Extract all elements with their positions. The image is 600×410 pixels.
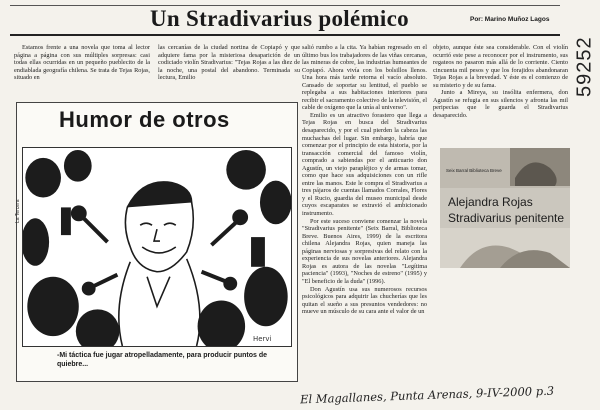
cartoon-illustration xyxy=(22,147,292,347)
article-column-2 xyxy=(158,44,300,99)
article-paragraph: Emilio es un atractivo forastero que llega a Tejas Rojas en busca del Stradivarius desaparecido, y por el cual pierden la cabeza las muchachas del lugar. Sin embargo, habría que comenzar por el principio de esta historia, por la transacción comercial del famoso violín, comprado a sabiendas por el anticuario don Agustín, un viejo parapléjico y de armas tomar, como que hace sus adquisiciones con un rifle entre las manos. Este le compra el Stradivarius a tres pájaros de cuentas llamados Corrales, Flores y el Rucio, guardia del museo municipal desde cuyos escaparates se extravió el ambicionado instrumento. xyxy=(302,111,427,218)
cartoon-signature: Hervi xyxy=(253,335,272,344)
article-paragraph: salió rumbo a la cita. Ya habían regresado en el último bus los trabajadores de las viñas cercanas, las mineras de cobre, las industrias humeantes de Copiapó. Ahora vivía con los bolsillos llenos. Una hora más tarde retorna el vacío absoluto. Cansado de soportar su lentitud, el pueblo se replegaba a sus habitaciones interiores para recibir el sacramento colectivo de la televisión, el cable de oxígeno que la unía al universo". xyxy=(302,44,427,112)
headline: Un Stradivarius polémico xyxy=(150,6,409,31)
book-author: Alejandra Rojas xyxy=(448,195,533,209)
article-paragraph: Don Agustín usa sus numerosos recursos psicológicos para adquirir las chucherías que les quitan el sueño a sus presuntos vendedores: no mueve un músculo de su cara ante el valor de un xyxy=(302,285,427,316)
book-title: Stradivarius penitente xyxy=(448,211,565,225)
humor-box xyxy=(16,102,298,382)
byline: Por: Marino Muñoz Lagos xyxy=(470,16,550,23)
header-rule-bottom xyxy=(10,34,560,36)
book-cover-photo xyxy=(440,148,570,268)
archive-code: 59252 xyxy=(573,36,596,98)
article-column-4 xyxy=(433,44,568,144)
article-paragraph: Junto a Mireya, su insólita enfermera, don Agustín se refugia en sus silencios y afronta las mil peripecias que le guarda el Stradivarius desaparecido. xyxy=(433,89,568,119)
article-paragraph: las cercanías de la ciudad nortina de Copiapó y que adquiere fama por la misteriosa desaparición de un codiciado violín Stradivarius: "Tejas Rojas a las diez de la noche, una postal del abandono. Terminada su lectura, Emilio xyxy=(158,44,300,82)
cartoon-drawing xyxy=(23,148,291,346)
article-column-3 xyxy=(302,44,427,384)
article-paragraph: Estamos frente a una novela que toma al lector página a página con sus múltiples sorpresas: casi todas ellas ocurridas en un pequeño pueblecito de la endiablada geografía chilena. Se trata de Tejas Rojas, situado en xyxy=(14,44,150,82)
book-publisher: Seix Barral Biblioteca Breve xyxy=(446,168,502,173)
cartoon-source: La Tercera xyxy=(15,199,21,223)
article-paragraph: objeto, aunque éste sea considerable. Con el violín ocurrió este pese a reconocer por el instrumento, sus regateos no pasaron más allá de lo corriente. Ciento cincuenta mil pesos y que los forajidos abandonaran Tejas Rojas a la brevedad. Y éste es el comienzo de su misterio y de su fama. xyxy=(433,44,568,89)
article-paragraph: Por este suceso conviene comenzar la novela "Stradivarius penitente" (Seix Barral, Biblioteca Breve. Buenos Aires, 1999) de la escritora chilena Alejandra Rojas, quien maneja las páginas nerviosas y sorpresivas del relato con la experiencia de sus novelas anteriores. Alejandra Rojas es autora de las novelas "Legítima paciencia" (1993), "Noches de estreno" (1995) y "El beneficio de la duda" (1996). xyxy=(302,217,427,285)
cartoon-caption: -Mi táctica fue jugar atropelladamente, para producir puntos de quiebre... xyxy=(57,352,268,368)
handwritten-source-note: El Magallanes, Punta Arenas, 9-IV-2000 p.3 xyxy=(299,383,555,407)
humor-title: Humor de otros xyxy=(59,107,230,132)
article-column-1 xyxy=(14,44,150,99)
